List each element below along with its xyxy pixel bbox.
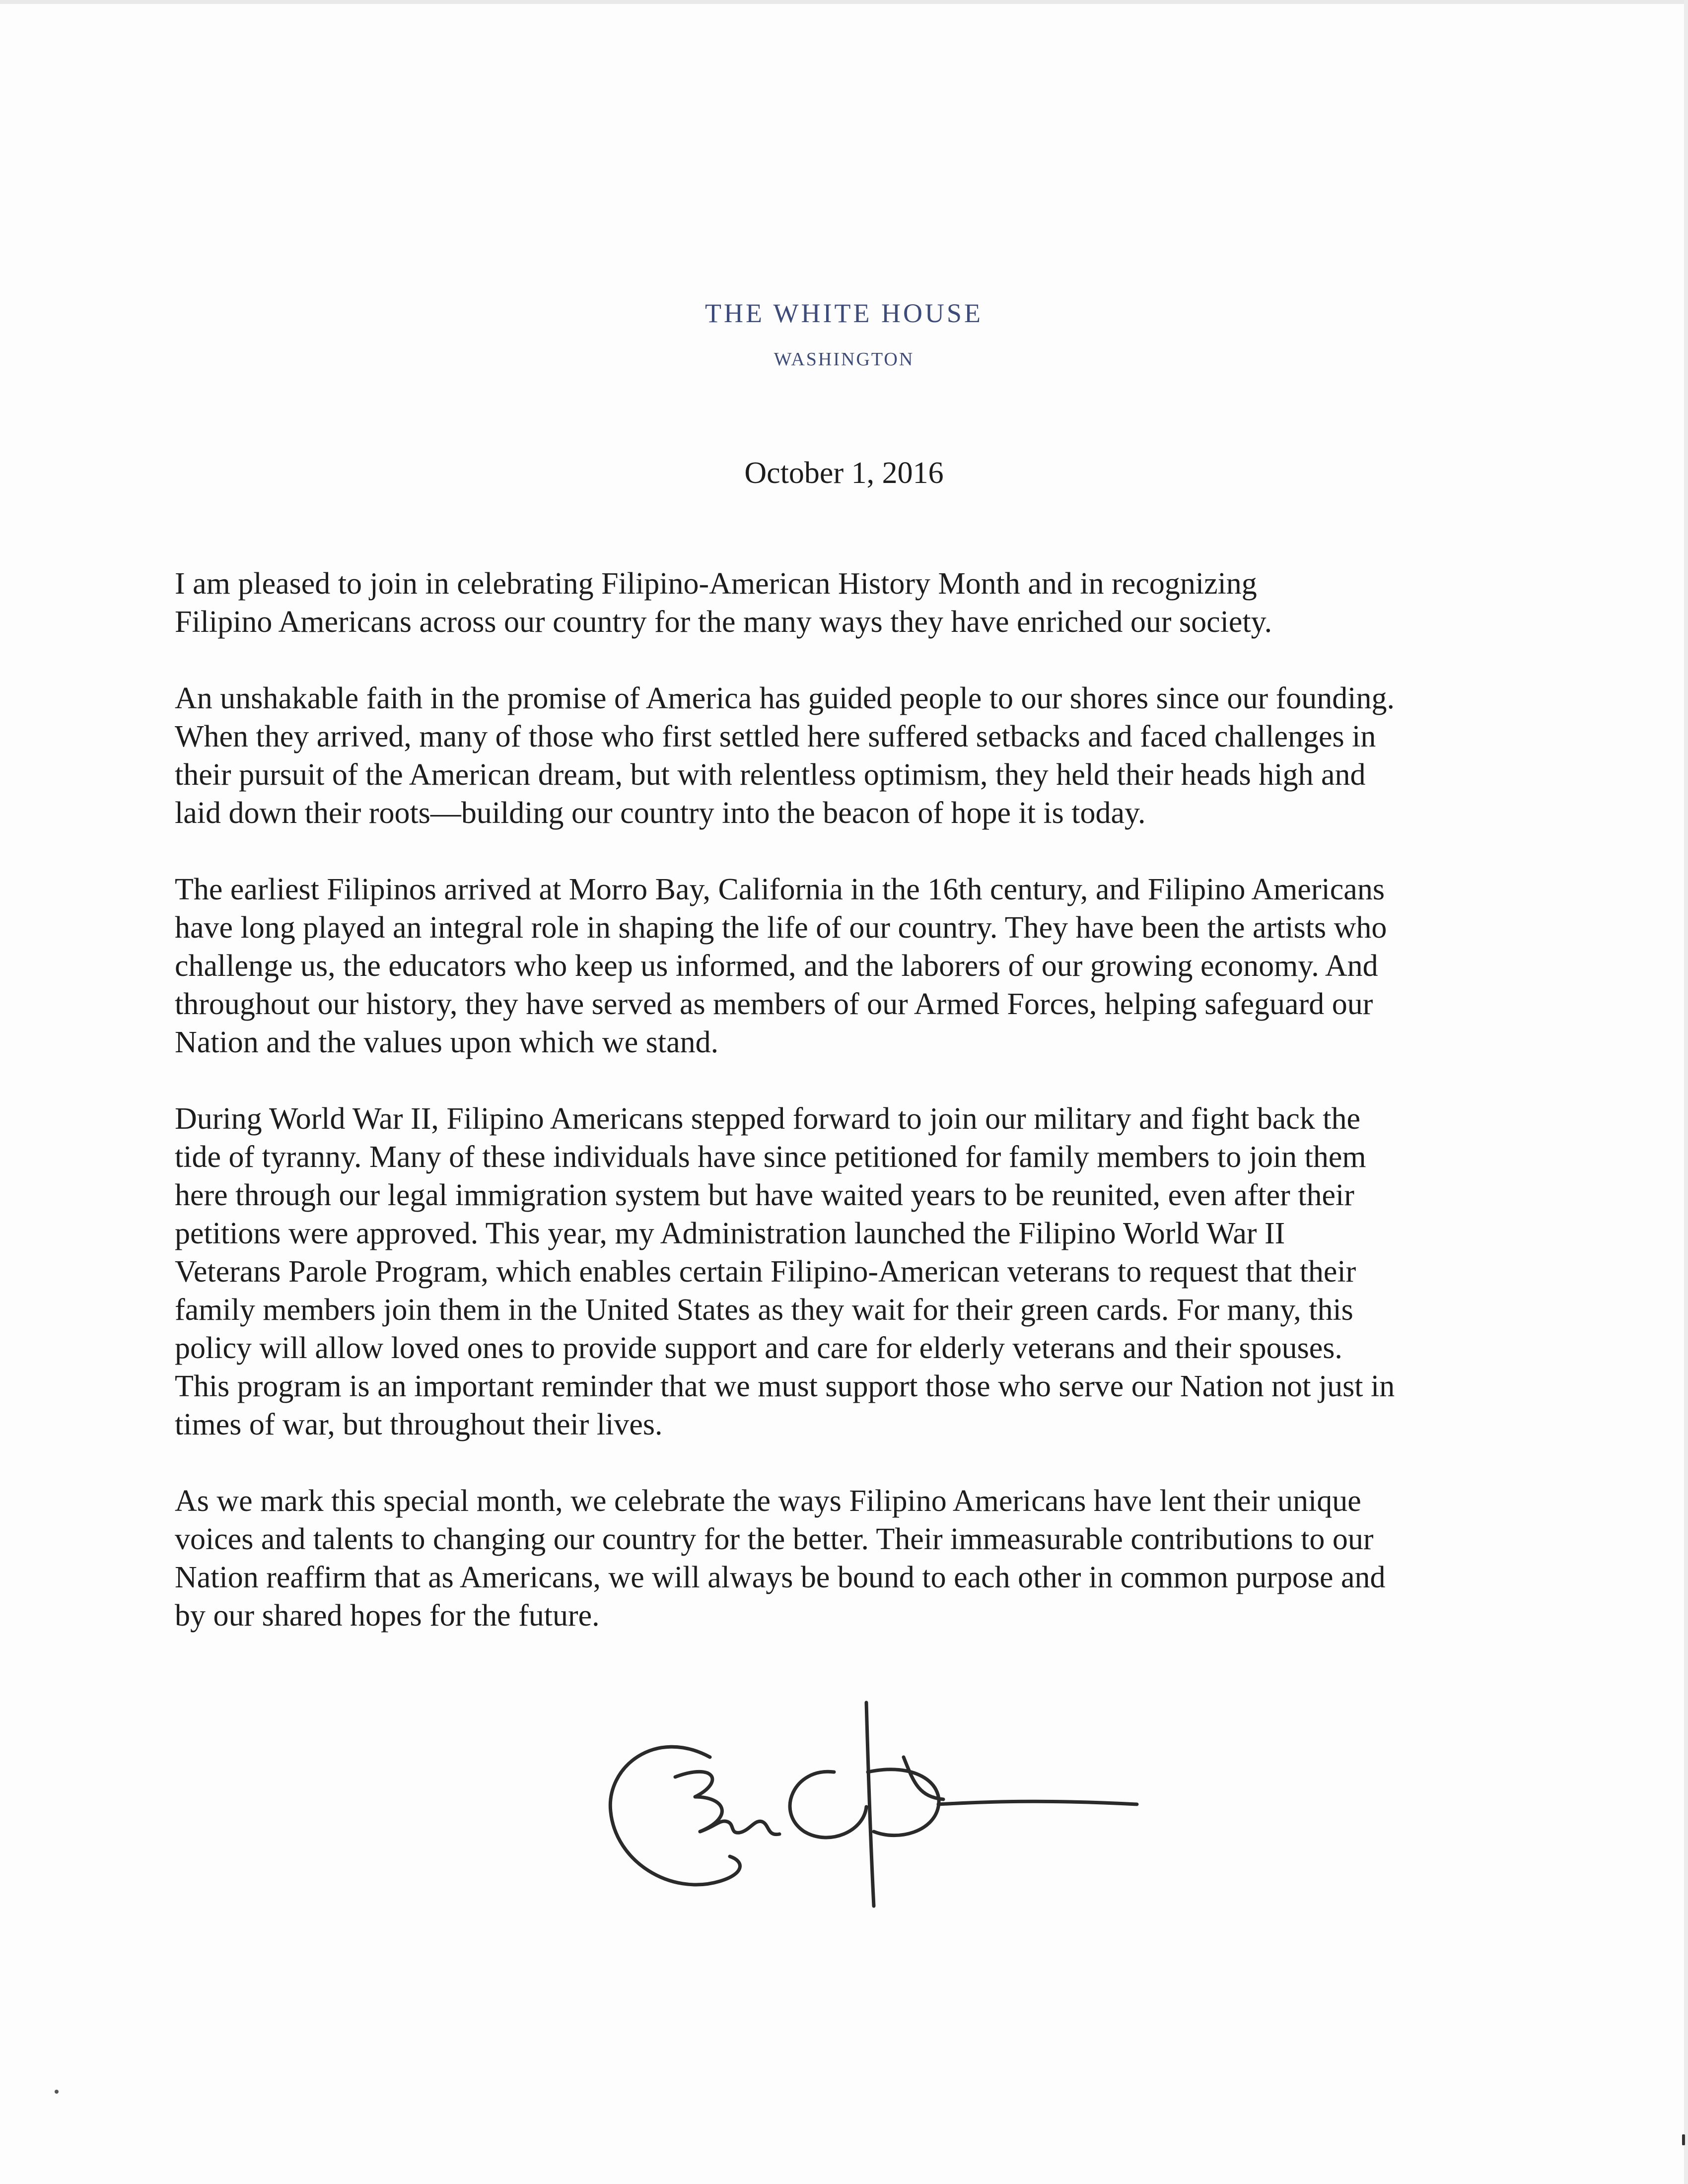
scan-speck (55, 2090, 59, 2094)
paragraph-line: their pursuit of the American dream, but with relentless optimism, they held their heads high and (175, 758, 1366, 792)
paragraph-line: When they arrived, many of those who first settled here suffered setbacks and faced challenges in (175, 720, 1376, 753)
scan-edge-top (0, 0, 1688, 4)
paragraph-line: tide of tyranny. Many of these individuals have since petitioned for family members to join them (175, 1140, 1366, 1174)
paragraph-line: The earliest Filipinos arrived at Morro Bay, California in the 16th century, and Filipino Americans (175, 873, 1385, 906)
paragraph-line: policy will allow loved ones to provide support and care for elderly veterans and their spouses. (175, 1331, 1342, 1365)
letter-paragraph (175, 1100, 1545, 1444)
paragraph-line: Veterans Parole Program, which enables certain Filipino-American veterans to request that their (175, 1255, 1356, 1289)
letter-paragraph (175, 1482, 1545, 1635)
paragraph-line: Nation and the values upon which we stand. (175, 1025, 719, 1059)
paragraph-line: This program is an important reminder that we must support those who serve our Nation not just in (175, 1369, 1395, 1403)
paragraph-line: voices and talents to changing our country for the better. Their immeasurable contributions to our (175, 1522, 1374, 1556)
paragraph-line: by our shared hopes for the future. (175, 1599, 600, 1633)
letterhead (0, 298, 1688, 370)
paragraph-line: have long played an integral role in shaping the life of our country. They have been the artists who (175, 911, 1387, 945)
letter-paragraph (175, 565, 1545, 641)
letter-date: October 1, 2016 (744, 456, 944, 490)
letter-body (175, 565, 1545, 1673)
letter-paragraph (175, 871, 1545, 1062)
paragraph-line: times of war, but throughout their lives. (175, 1408, 663, 1441)
paragraph-line: petitions were approved. This year, my Administration launched the Filipino World War II (175, 1217, 1285, 1250)
paragraph-line: An unshakable faith in the promise of America has guided people to our shores since our founding. (175, 682, 1395, 715)
paragraph-line: As we mark this special month, we celebrate the ways Filipino Americans have lent their unique (175, 1484, 1361, 1518)
letterhead-city: WASHINGTON (774, 349, 914, 370)
paragraph-line: I am pleased to join in celebrating Filipino-American History Month and in recognizing (175, 567, 1257, 601)
letter-paragraph (175, 680, 1545, 832)
letterhead-organization: THE WHITE HOUSE (705, 298, 983, 328)
paragraph-line: here through our legal immigration system but have waited years to be reunited, even after their (175, 1178, 1354, 1212)
paragraph-line: throughout our history, they have served as members of our Armed Forces, helping safeguard our (175, 987, 1373, 1021)
paragraph-line: Filipino Americans across our country for the many ways they have enriched our society. (175, 605, 1272, 639)
paragraph-line: family members join them in the United States as they wait for their green cards. For many, this (175, 1293, 1353, 1327)
paragraph-line: laid down their roots—building our country into the beacon of hope it is today. (175, 796, 1146, 830)
paragraph-line: Nation reaffirm that as Americans, we will always be bound to each other in common purpose and (175, 1561, 1386, 1594)
paragraph-line: challenge us, the educators who keep us informed, and the laborers of our growing economy. And (175, 949, 1378, 983)
paragraph-line: During World War II, Filipino Americans stepped forward to join our military and fight back the (175, 1102, 1360, 1136)
scan-speck (1682, 2134, 1685, 2145)
signature (596, 1698, 1167, 1926)
